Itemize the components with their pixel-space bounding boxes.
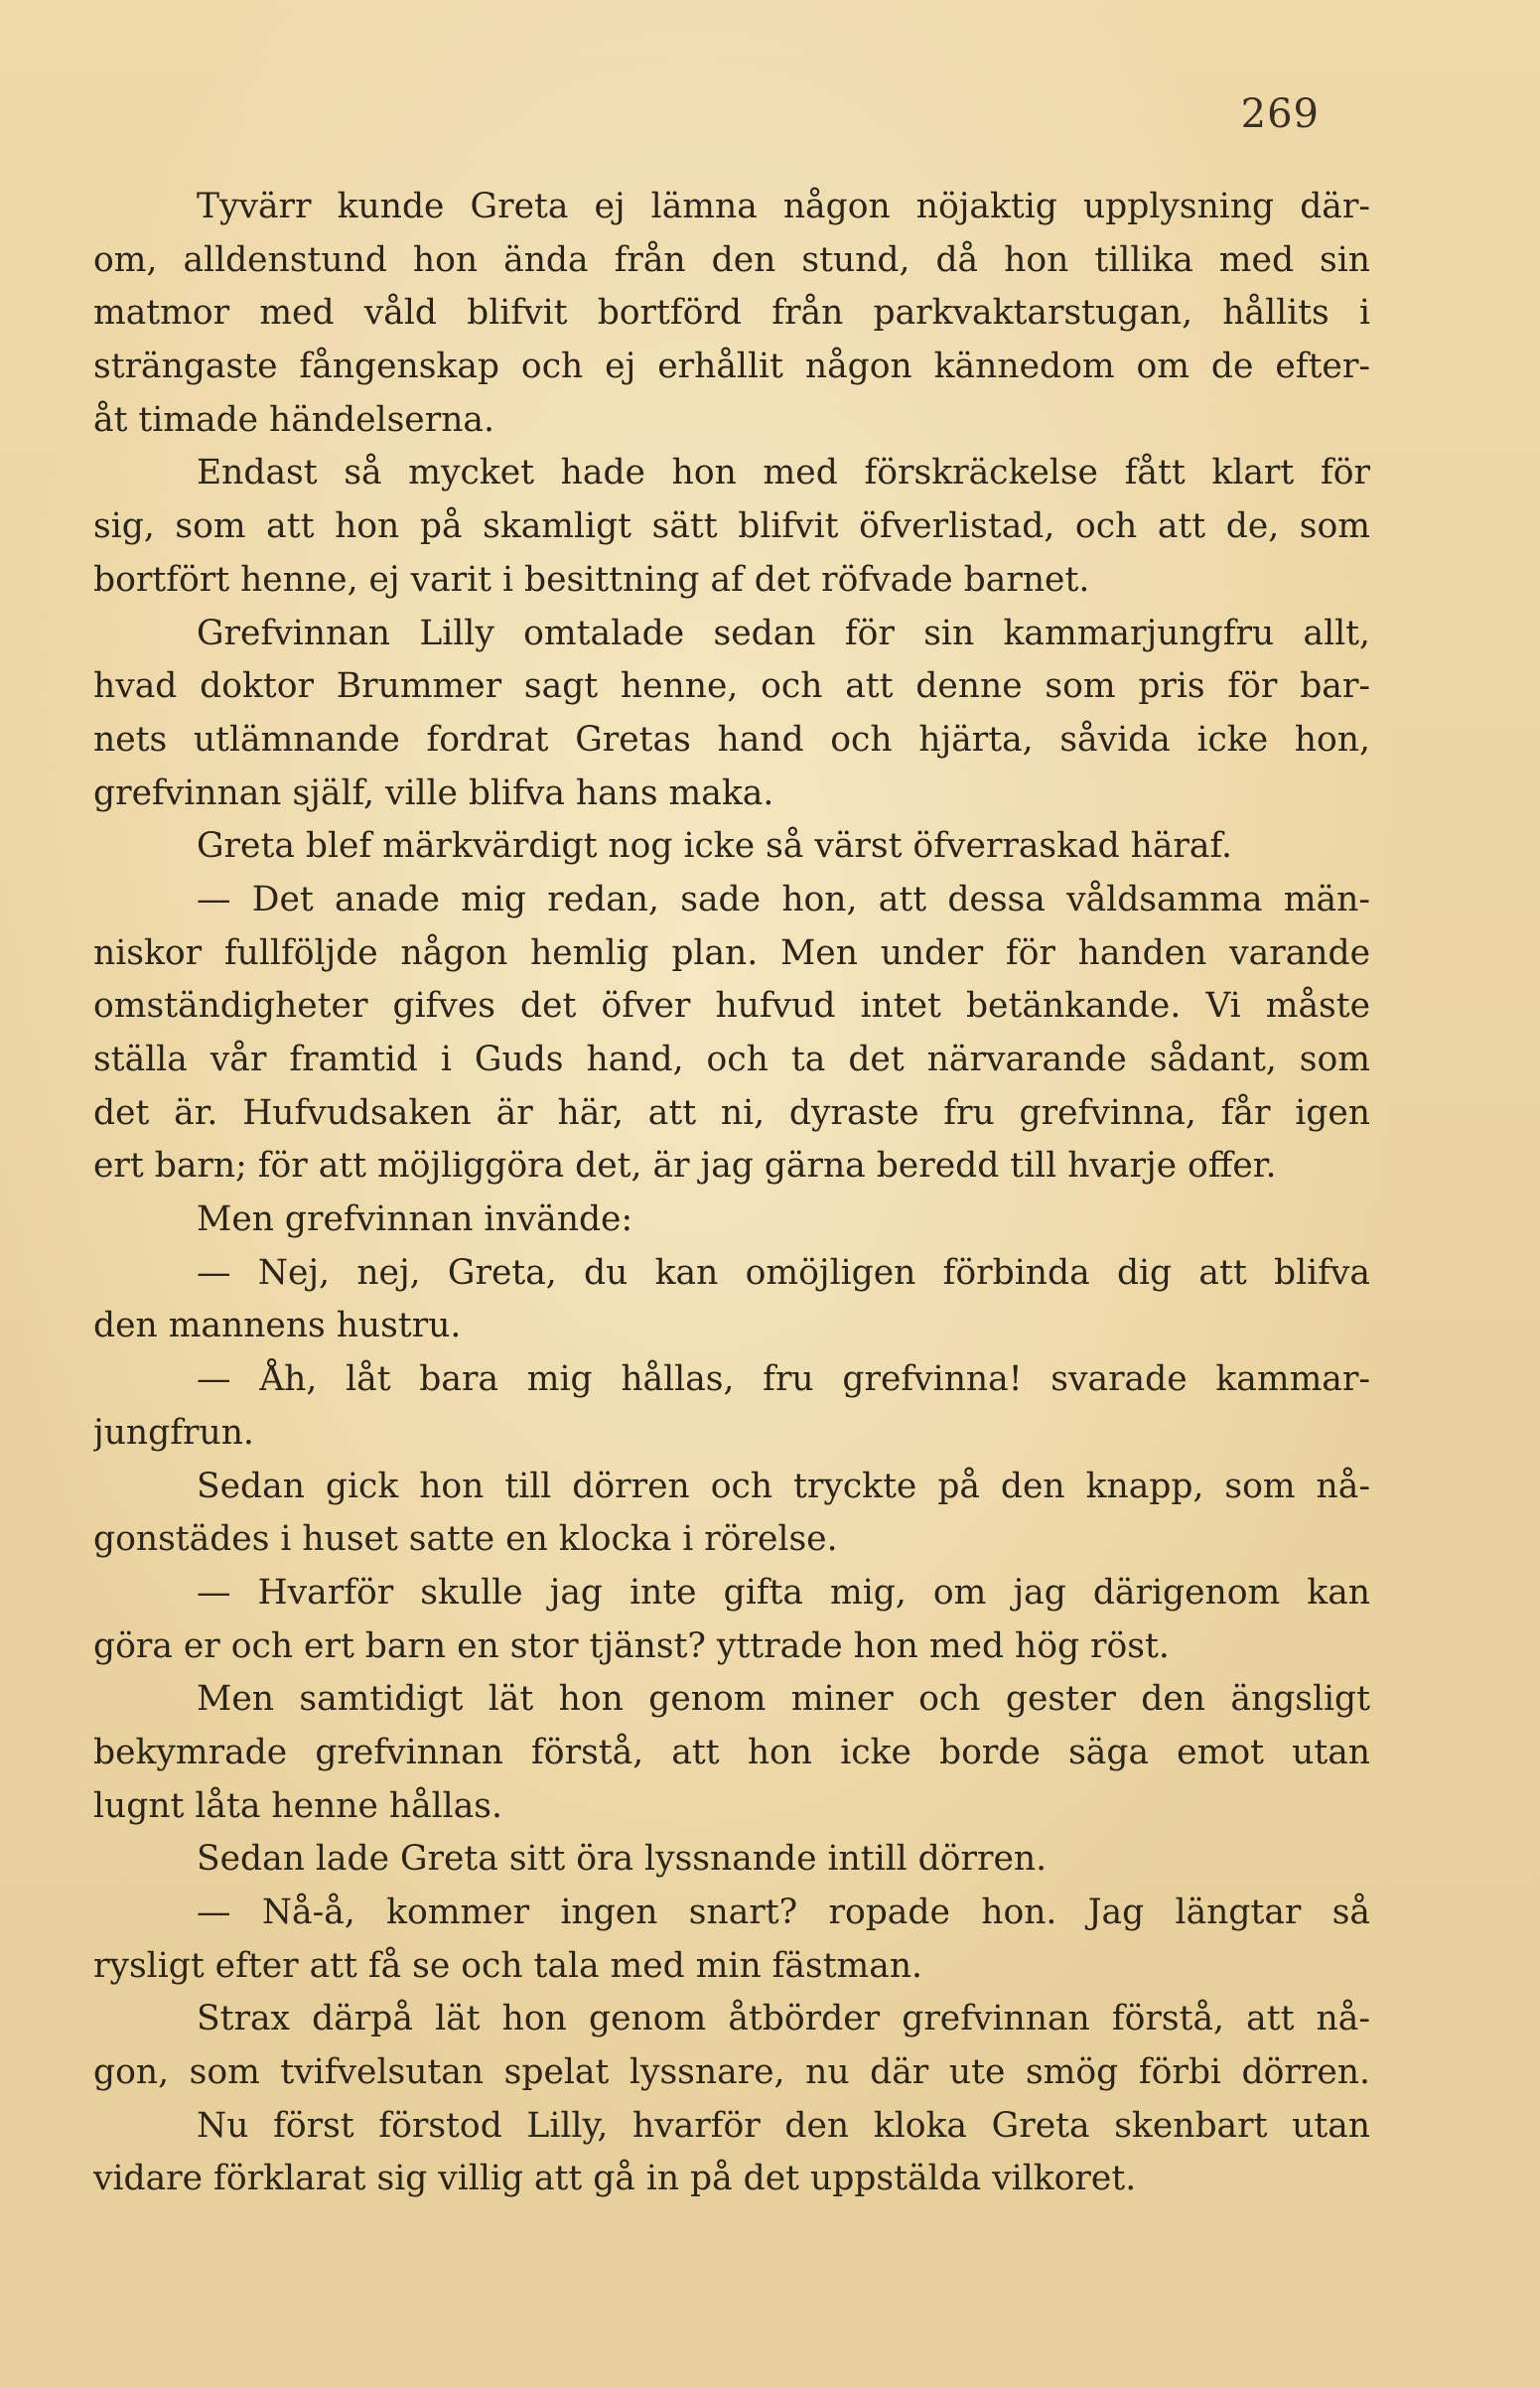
text-line: vidare förklarat sig villig att gå in på det uppstälda vilkoret. (93, 2159, 1137, 2199)
text-line: gon, som tvifvelsutan spelat lyssnare, nu där ute smög förbi dörren. (93, 2052, 1370, 2093)
text-line: det är. Hufvudsaken är här, att ni, dyraste fru grefvinna, får igen (93, 1092, 1370, 1133)
text-line: strängaste fångenskap och ej erhållit någon kännedom om de efter- (93, 347, 1370, 387)
text-line: Sedan gick hon till dörren och tryckte på den knapp, som nå- (197, 1466, 1370, 1506)
text-line: Grefvinnan Lilly omtalade sedan för sin kammarjungfru allt, (197, 613, 1370, 653)
text-line: — Åh, låt bara mig hållas, fru grefvinna! svarade kammar- (197, 1359, 1370, 1400)
text-line: — Hvarför skulle jag inte gifta mig, om jag därigenom kan (197, 1572, 1370, 1613)
text-line: Men samtidigt lät hon genom miner och gester den ängsligt (197, 1679, 1370, 1720)
text-line: Endast så mycket hade hon med förskräckelse fått klart för (197, 453, 1370, 493)
text-line: göra er och ert barn en stor tjänst? yttrade hon med hög röst. (93, 1625, 1170, 1666)
text-line: jungfrun. (93, 1412, 254, 1453)
text-line: om, alldenstund hon ända från den stund, då hon tillika med sin (93, 239, 1370, 280)
text-line: bortfört henne, ej varit i besittning af det röfvade barnet. (93, 559, 1090, 600)
text-line: — Det anade mig redan, sade hon, att dessa våldsamma män- (197, 879, 1370, 919)
text-line: nets utlämnande fordrat Gretas hand och hjärta, såvida icke hon, (93, 719, 1370, 760)
text-line: Men grefvinnan invände: (197, 1199, 633, 1240)
text-line: niskor fullföljde någon hemlig plan. Men under för handen varande (93, 932, 1370, 973)
text-line: bekymrade grefvinnan förstå, att hon icke borde säga emot utan (93, 1732, 1370, 1772)
text-line: gonstädes i huset satte en klocka i rörelse. (93, 1519, 838, 1560)
text-line: den mannens hustru. (93, 1306, 462, 1346)
text-line: Nu först förstod Lilly, hvarför den kloka Greta skenbart utan (197, 2105, 1370, 2146)
page-number: 269 (1240, 91, 1320, 137)
text-line: — Nå-å, kommer ingen snart? ropade hon. Jag längtar så (197, 1893, 1370, 1932)
body-text (93, 181, 1370, 2206)
text-line: Tyvärr kunde Greta ej lämna någon nöjaktig upplysning där- (197, 187, 1370, 226)
text-line: hvad doktor Brummer sagt henne, och att denne som pris för bar- (93, 666, 1370, 707)
text-line: matmor med våld blifvit bortförd från parkvaktarstugan, hållits i (93, 293, 1370, 334)
text-line: — Nej, nej, Greta, du kan omöjligen förbinda dig att blifva (197, 1252, 1370, 1293)
text-line: Sedan lade Greta sitt öra lyssnande intill dörren. (197, 1839, 1048, 1880)
text-line: grefvinnan själf, ville blifva hans maka. (93, 773, 774, 813)
text-line: åt timade händelserna. (93, 399, 494, 440)
text-line: Strax därpå lät hon genom åtbörder grefvinnan förstå, att nå- (197, 1999, 1370, 2039)
text-line: Greta blef märkvärdigt nog icke så värst öfverraskad häraf. (197, 826, 1233, 867)
text-line: sig, som att hon på skamligt sätt blifvit öfverlistad, och att de, som (93, 506, 1370, 547)
text-line: ert barn; för att möjliggöra det, är jag gärna beredd till hvarje offer. (93, 1146, 1277, 1187)
text-line: rysligt efter att få se och tala med min fästman. (93, 1945, 923, 1986)
text-line: omständigheter gifves det öfver hufvud intet betänkande. Vi måste (93, 986, 1370, 1027)
text-line: ställa vår framtid i Guds hand, och ta det närvarande sådant, som (93, 1040, 1370, 1079)
text-line: lugnt låta henne hållas. (93, 1785, 502, 1826)
